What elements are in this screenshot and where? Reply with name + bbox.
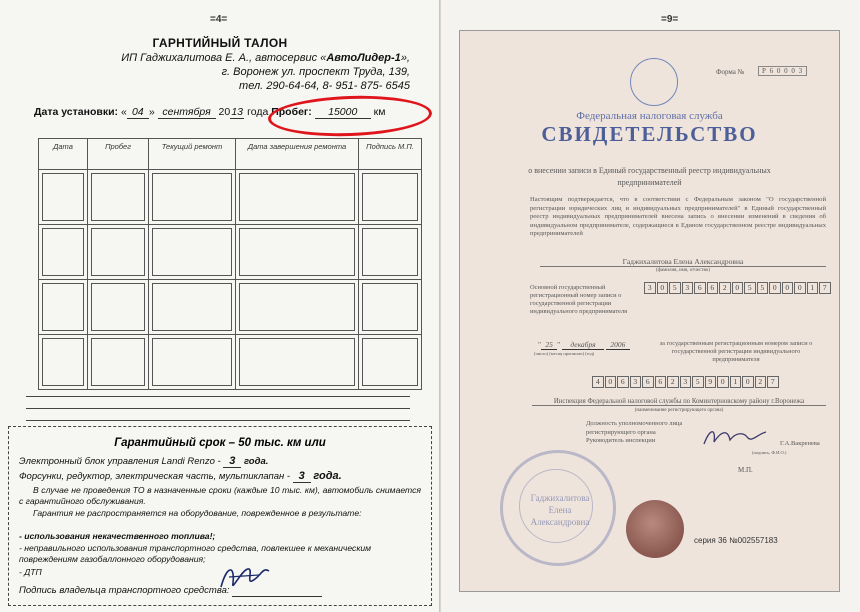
certificate-subtitle-1: о внесении записи в Единый государственный реестр индивидуальных	[528, 166, 771, 175]
exclusion-misuse: - неправильного использования транспортного средства, повлекшее к механическим повреждениям газобаллонного оборудования;	[19, 543, 372, 564]
install-day: 04	[127, 106, 149, 119]
install-month: сентября	[158, 106, 216, 119]
col-repair: Текущий ремонт	[149, 139, 236, 170]
emblem-icon	[630, 58, 678, 106]
official-signature	[700, 424, 770, 452]
issuer-line-2: г. Воронеж ул. проспект Труда, 139,	[221, 66, 410, 78]
warranty-para-exclusions: Гарантия не распространяется на оборудование, поврежденное в результате:	[33, 508, 362, 518]
official-title: Должность уполномоченного лица регистрирующего органа Руководитель инспекции	[586, 420, 683, 444]
signature-scribble	[215, 557, 275, 597]
certificate-title: СВИДЕТЕЛЬСТВО	[541, 122, 758, 146]
inspection-name: Инспекция Федеральной налоговой службы по Коминтерновскому району г.Воронежа	[532, 398, 826, 406]
divider	[26, 420, 410, 421]
col-mileage: Пробег	[88, 139, 149, 170]
mileage-value: 15000	[315, 106, 371, 119]
grn-digits: 4 0 6 3 6 6 2 3 5 9 0 1 0 2 7	[592, 376, 780, 388]
form-label: Форма №	[716, 68, 745, 76]
highlight-circle	[267, 93, 432, 139]
official-name: Г.А.Вакренева	[780, 440, 820, 447]
table-row	[39, 335, 422, 390]
issuer-line-1: ИП Гаджихалитова Е. А., автосервис «АвтоЛидер-1»,	[121, 52, 410, 64]
mileage-label: Пробег:	[271, 106, 312, 118]
page-number: =4=	[210, 14, 228, 25]
install-date-row: Дата установки: « 04 » сентября 2013 года Пробег: 15000 км	[34, 106, 386, 118]
warranty-item-parts: Форсунки, редуктор, электрическая часть, мультиклапан - 3 года.	[19, 470, 342, 482]
inspection-caption: (наименование регистрирующего органа)	[634, 408, 724, 413]
table-row	[39, 280, 422, 335]
table-row	[39, 170, 422, 225]
issuer-line-3: тел. 290-64-64, 8- 951- 875- 6545	[239, 80, 410, 92]
warranty-period-title: Гарантийный срок – 50 тыс. км или	[114, 437, 326, 449]
warranty-para-maintenance: В случае не проведения ТО в назначенные сроки (каждые 10 тыс. км), автомобиль снимается с гарантийного обслуживания.	[19, 485, 421, 506]
brand-name: АвтоЛидер-1	[326, 52, 401, 64]
divider	[26, 396, 410, 397]
exclusion-fuel: - использования некачественного топлива!;	[19, 531, 216, 541]
date-captions: (число) (месяц прописью) (год)	[534, 351, 595, 356]
stamp-text: Гаджихалитова Елена Александровна	[530, 493, 590, 527]
ogrnip-digits: 3 0 5 3 6 6 2 0 5 5 0 0 0 1 7	[644, 282, 832, 294]
person-caption: (фамилия, имя, отчество)	[656, 268, 710, 273]
exclusion-accident: - ДТП	[19, 567, 42, 577]
col-date: Дата	[39, 139, 88, 170]
col-repair-end: Дата завершения ремонта	[236, 139, 359, 170]
certificate-subtitle-2: предпринимателей	[617, 178, 682, 187]
form-number: Р 6 0 0 0 3	[758, 66, 807, 76]
grn-label: за государственным регистрационным номером записи о государственной регистрации индивидуального предпринимателя	[659, 340, 813, 363]
official-caption: (подпись, Ф.И.О.)	[752, 450, 787, 455]
warranty-item-ecu: Электронный блок управления Landi Renzo - 3 года.	[19, 455, 269, 467]
series-line: серия 36 №002557183	[694, 536, 778, 545]
issue-date: " 25 " декабря 2006	[538, 340, 630, 350]
wax-seal	[626, 500, 684, 558]
certificate-body: Настоящим подтверждается, что в соответствии с Федеральным законом "О государственной регистрации юридических лиц и индивидуальных предпринимателей" в Единый государственный реестр индивидуальных предпринимателей внесена запись о внесении изменений в сведения об индивидуальном предпринимателе, содержащиеся в Едином государственном реестре индивидуальных предпринимателей	[530, 196, 826, 238]
ogrnip-label: Основной государственный регистрационный номер записи о государственной регистрации индивидуального предпринимателя	[530, 284, 628, 315]
warranty-terms-box	[8, 426, 432, 606]
owner-signature-label: Подпись владельца транспортного средства:	[19, 585, 322, 597]
warranty-title: ГАРНТИЙНЫЙ ТАЛОН	[152, 36, 288, 50]
repair-log-table	[38, 138, 422, 390]
divider	[26, 408, 410, 409]
agency-name: Федеральная налоговая служба	[576, 110, 723, 122]
stamp-place-label: М.П.	[738, 466, 753, 474]
col-signature: Подпись М.П.	[359, 139, 422, 170]
page-number: =9=	[661, 14, 679, 25]
install-year: 13	[231, 106, 244, 118]
table-row	[39, 225, 422, 280]
person-name: Гаджихалитова Елена Александровна	[540, 257, 826, 267]
